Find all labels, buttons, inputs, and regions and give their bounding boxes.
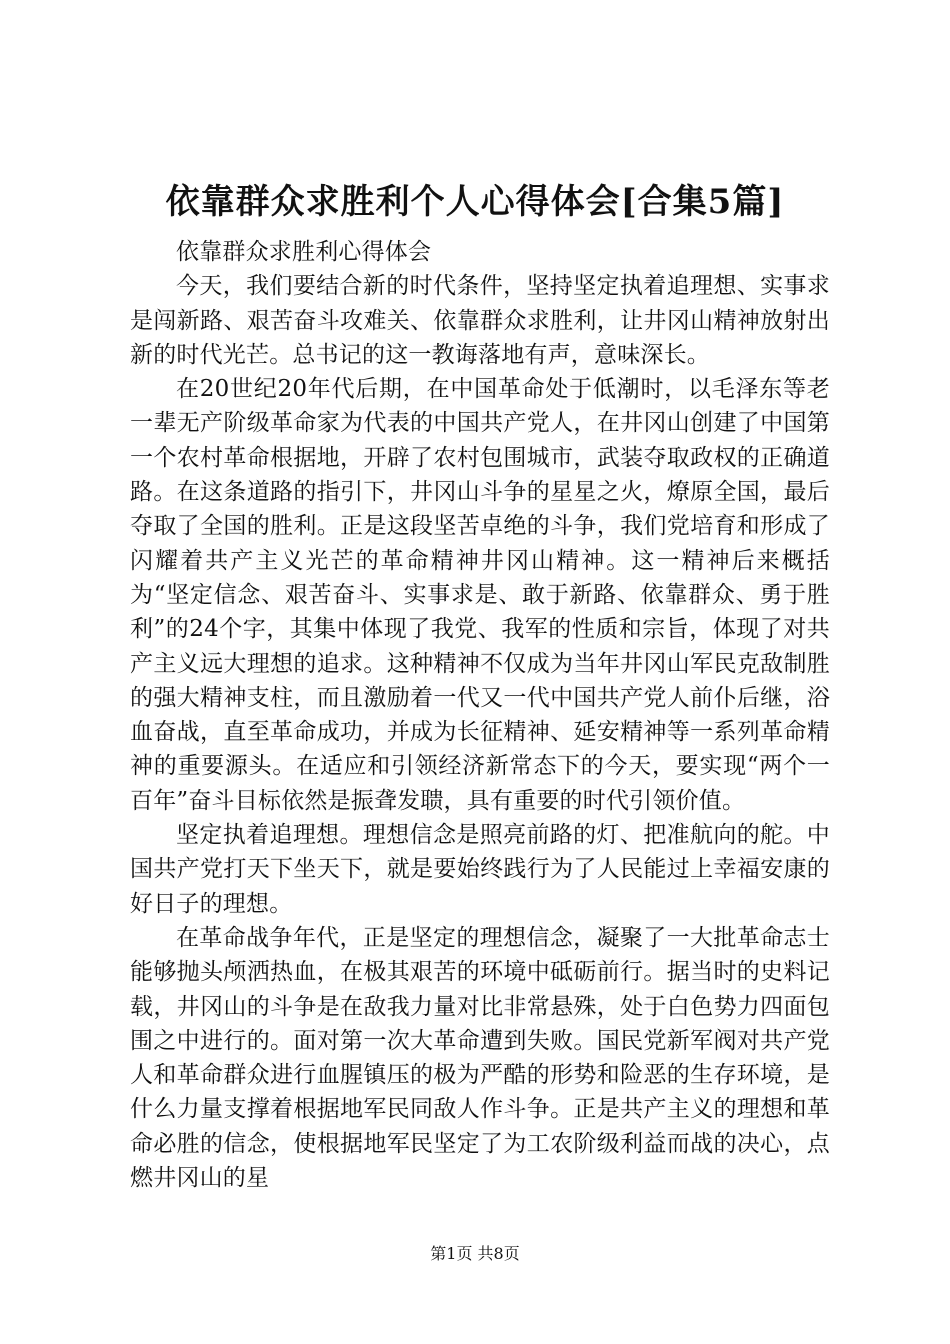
document-subtitle: 依靠群众求胜利心得体会 xyxy=(176,239,432,265)
paragraph: 在20世纪20年代后期，在中国革命处于低潮时，以毛泽东等老一辈无产阶级革命家为代表的中国共产党人，在井冈山创建了中国第一个农村革命根据地，开辟了农村包围城市，武装夺取政权的正确道路。在这条道路的指引下，井冈山斗争的星星之火，燎原全国，最后夺取了全国的胜利。正是这段坚苦卓绝的斗争，我们党培育和形成了闪耀着共产主义光芒的革命精神井冈山精神。这一精神后来概括为“坚定信念、艰苦奋斗、实事求是、敢于新路、依靠群众、勇于胜利”的24个字，其集中体现了我党、我军的性质和宗旨，体现了对共产主义远大理想的追求。这种精神不仅成为当年井冈山军民克敌制胜的强大精神支柱，而且激励着一代又一代中国共产党人前仆后继，浴血奋战，直至革命成功，并成为长征精神、延安精神等一系列革命精神的重要源头。在适应和引领经济新常态下的今天，要实现“两个一百年”奋斗目标依然是振聋发聩，具有重要的时代引领价值。 xyxy=(130,376,830,814)
paragraph: 今天，我们要结合新的时代条件，坚持坚定执着追理想、实事求是闯新路、艰苦奋斗攻难关、依靠群众求胜利，让井冈山精神放射出新的时代光芒。总书记的这一教诲落地有声，意味深长。 xyxy=(130,273,830,368)
document-title: 依靠群众求胜利个人心得体会[合集5篇] xyxy=(165,182,785,222)
document-body xyxy=(130,235,830,1195)
paragraph: 坚定执着追理想。理想信念是照亮前路的灯、把准航向的舵。中国共产党打天下坐天下，就是要始终践行为了人民能过上幸福安康的好日子的理想。 xyxy=(130,822,830,917)
page-footer: 第1页 共8页 xyxy=(430,1244,520,1263)
paragraph: 在革命战争年代，正是坚定的理想信念，凝聚了一大批革命志士能够抛头颅洒热血，在极其艰苦的环境中砥砺前行。据当时的史料记载，井冈山的斗争是在敌我力量对比非常悬殊，处于白色势力四面包围之中进行的。面对第一次大革命遭到失败。国民党新军阀对共产党人和革命群众进行血腥镇压的极为严酷的形势和险恶的生存环境，是什么力量支撑着根据地军民同敌人作斗争。正是共产主义的理想和革命必胜的信念，使根据地军民坚定了为工农阶级利益而战的决心，点燃井冈山的星 xyxy=(130,924,830,1192)
